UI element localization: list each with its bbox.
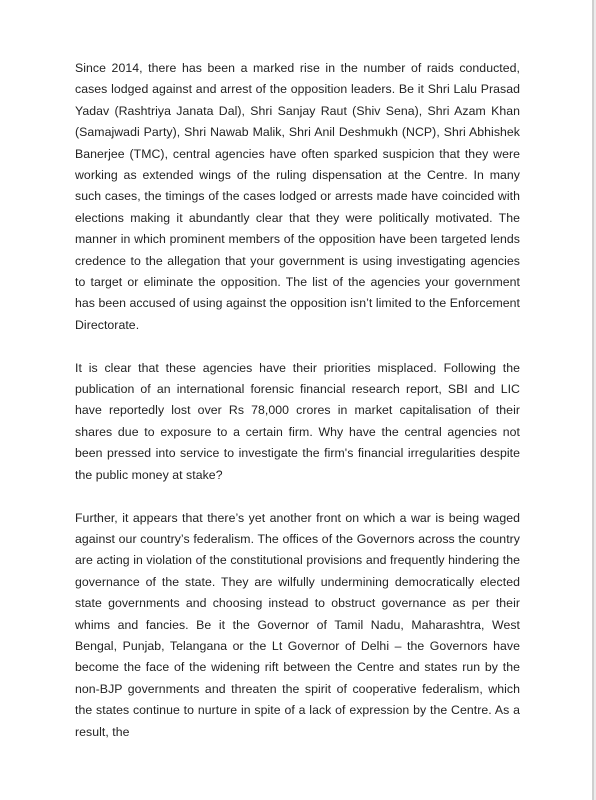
paragraph-governors-federalism: Further, it appears that there’s yet another front on which a war is being waged against our country’s federalism. The offices of the Governors across the country are acting in violation of the constitutional provisions and frequently hindering the governance of the state. They are wilfully undermining democratically elected state governments and choosing instead to obstruct governance as per their whims and fancies. Be it the Governor of Tamil Nadu, Maharashtra, West Bengal, Punjab, Telangana or the Lt Governor of Delhi – the Governors have become the face of the widening rift between the Centre and states run by the non-BJP governments and threaten the spirit of cooperative federalism, which the states continue to nurture in spite of a lack of expression by the Centre. As a result, the [75,510,520,739]
paragraph-raids-on-opposition: Since 2014, there has been a marked rise in the number of raids conducted, cases lodged against and arrest of the opposition leaders. Be it Shri Lalu Prasad Yadav (Rashtriya Janata Dal), Shri Sanjay Raut (Shiv Sena), Shri Azam Khan (Samajwadi Party), Shri Nawab Malik, Shri Anil Deshmukh (NCP), Shri Abhishek Banerjee (TMC), central agencies have often sparked suspicion that they were working as extended wings of the ruling dispensation at the Centre. In many such cases, the timings of the cases lodged or arrests made have coincided with elections making it abundantly clear that they were politically motivated. The manner in which prominent members of the opposition have been targeted lends credence to the allegation that your government is using investigating agencies to target or eliminate the opposition. The list of the agencies your government has been accused of using against the opposition isn’t limited to the Enforcement Directorate. [75,61,520,332]
document-body [75,58,520,764]
paragraph-agencies-priorities: It is clear that these agencies have their priorities misplaced. Following the publication of an international forensic financial research report, SBI and LIC have reportedly lost over Rs 78,000 crores in market capitalisation of their shares due to exposure to a certain firm. Why have the central agencies not been pressed into service to investigate the firm's financial irregularities despite the public money at stake? [75,360,520,482]
